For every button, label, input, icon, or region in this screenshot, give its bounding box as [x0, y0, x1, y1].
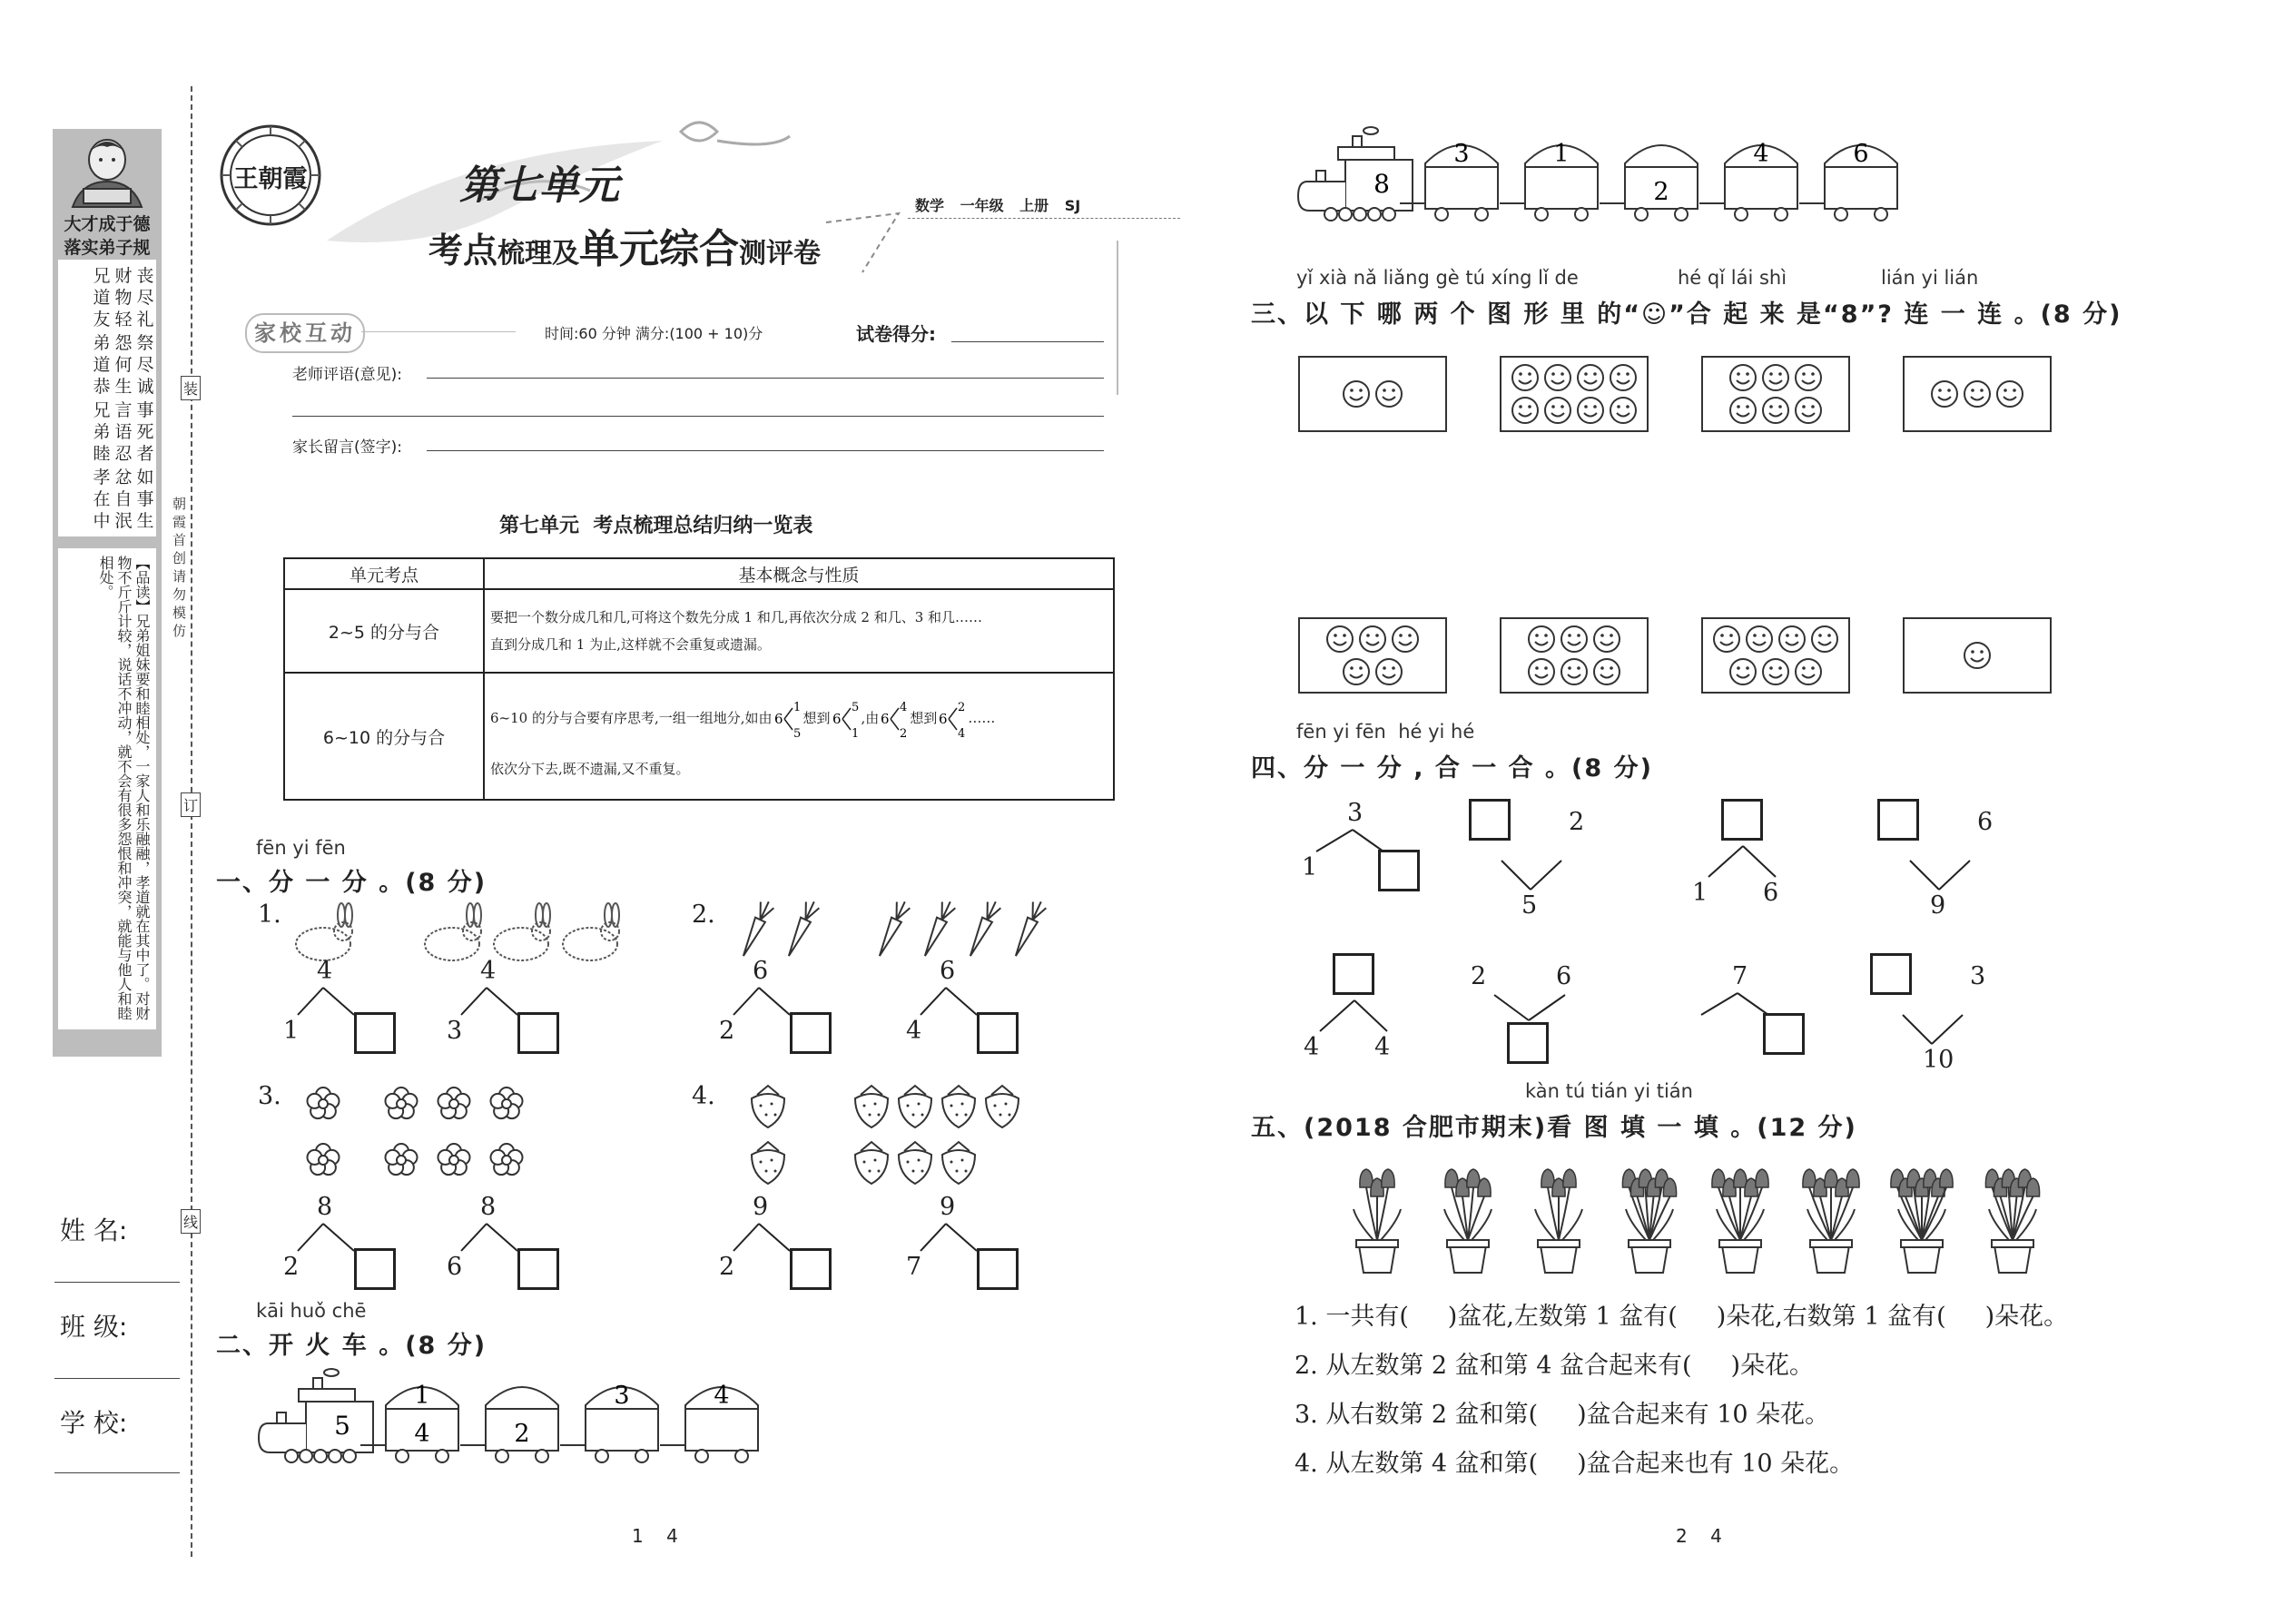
- smiley-icon: [1529, 626, 1554, 652]
- q4-bottom-number: 5: [1521, 891, 1538, 920]
- strawberry-icon: [752, 1142, 784, 1184]
- footer-right-page: 2 4: [1676, 1525, 1722, 1547]
- smiley-icon: [1376, 381, 1402, 407]
- q4-right-number: 3: [1970, 962, 1986, 990]
- q4-lines: [1492, 993, 1567, 1022]
- flower-pot-icon: [1985, 1169, 2039, 1273]
- q4-left-number: 1: [1692, 879, 1708, 907]
- split-glyph: [773, 699, 803, 739]
- q5-line-3[interactable]: 3. 从右数第 2 盆和第( )盆合起来有 10 朵花。: [1295, 1401, 1830, 1429]
- rabbit-icon: [296, 903, 352, 960]
- split-answer-box[interactable]: [977, 1012, 1019, 1054]
- split-lines: [459, 986, 519, 1017]
- smiley-icon: [1610, 398, 1636, 423]
- q1-item4-label: 4.: [692, 1082, 715, 1110]
- split-answer-box[interactable]: [790, 1012, 832, 1054]
- carrot-icon: [1009, 899, 1048, 960]
- engine-icon: [1298, 127, 1413, 221]
- motto-bottom: 落实弟子规: [64, 238, 151, 258]
- q1-pinyin: fēn yi fēn: [256, 837, 346, 859]
- split-top-number: 6: [753, 957, 769, 985]
- smiley-icon: [1360, 626, 1385, 652]
- flower-pot-icon: [1444, 1169, 1492, 1273]
- flower-pot-icon: [1354, 1169, 1401, 1273]
- car-top-number: 4: [1753, 140, 1769, 168]
- q4-right-number: 2: [1569, 808, 1585, 836]
- smiley-icon: [1561, 626, 1587, 652]
- smiley-icon: [1529, 659, 1554, 684]
- school-line[interactable]: [54, 1472, 180, 1473]
- name-line[interactable]: [54, 1282, 180, 1283]
- class-line[interactable]: [54, 1378, 180, 1379]
- flower-pot-icon: [1803, 1169, 1859, 1273]
- smiley-icon: [1545, 365, 1570, 390]
- logo-text: 王朝霞: [233, 165, 308, 193]
- smiley-group: [1905, 358, 2050, 430]
- flower-pot-icon: [1891, 1169, 1953, 1273]
- smiley-icon: [1730, 365, 1756, 390]
- row2-text-c: ,由: [861, 709, 880, 726]
- row1-text-b: 直到分成几和 1 为止,这样就不会重复或遗漏。: [490, 636, 771, 653]
- q1-title: 一、分 一 分 。(8 分): [216, 869, 487, 897]
- q5-line-4[interactable]: 4. 从左数第 4 盆和第( )盆合起来也有 10 朵花。: [1295, 1450, 1855, 1478]
- rabbit-icon: [563, 903, 619, 960]
- strawberry-icon: [986, 1086, 1019, 1127]
- smiley-group: [1501, 619, 1647, 692]
- car-bottom-number: 2: [514, 1420, 530, 1448]
- split-left-number: 1: [283, 1017, 300, 1045]
- row2-text-a: 6~10 的分与合要有序思考,一组一组地分,如由: [490, 709, 773, 726]
- svg-text:6: 6: [881, 710, 890, 727]
- split-lines: [296, 1222, 356, 1253]
- car-top-number: 3: [1453, 140, 1470, 168]
- car-top-number: 1: [1553, 140, 1570, 168]
- car-top-number: 1: [414, 1382, 430, 1410]
- car-top-number: 3: [614, 1382, 630, 1410]
- flower-pot-icon: [1535, 1169, 1582, 1273]
- train-car: [1400, 145, 1498, 221]
- car-top-number: 4: [714, 1382, 730, 1410]
- header-divider: [1117, 241, 1118, 395]
- carrot-icon: [783, 899, 821, 960]
- poem-col: 祭尽诚: [136, 333, 154, 397]
- engine-number: 5: [334, 1411, 350, 1441]
- split-left-number: 4: [906, 1017, 922, 1045]
- flower-icon: [385, 1088, 417, 1118]
- carrot-icons: [737, 899, 1073, 962]
- smiley-box-bottom[interactable]: [1701, 617, 1850, 694]
- poem-col: 丧尽礼: [136, 266, 154, 330]
- q3-pinyin-a: yǐ xià nǎ liǎng gè tú xíng lǐ de: [1296, 267, 1579, 289]
- summary-table: [283, 557, 1115, 801]
- train-car: [460, 1387, 558, 1462]
- flower-icon: [438, 1088, 469, 1118]
- smiley-box-bottom[interactable]: [1903, 617, 2052, 694]
- strawberry-icon: [855, 1086, 888, 1127]
- smiley-icon: [1763, 398, 1788, 423]
- rabbit-icon: [494, 903, 550, 960]
- train-car: [1799, 145, 1897, 221]
- carrot-icon: [919, 899, 957, 960]
- col-header-key: 单元考点: [284, 558, 484, 589]
- poem-col: 如事生: [136, 468, 154, 531]
- smiley-icon: [1796, 659, 1821, 684]
- flower-icon: [307, 1144, 339, 1175]
- q4-top-number: 3: [1347, 799, 1364, 827]
- boy-reading-icon: [64, 134, 151, 209]
- svg-text:2: 2: [958, 700, 966, 714]
- row2-text-e: 依次分下去,既不遗漏,又不重复。: [490, 760, 690, 777]
- engine-number: 8: [1373, 169, 1390, 199]
- footer-left-page: 1 4: [632, 1525, 678, 1547]
- split-6-5-1: [831, 699, 861, 739]
- rabbit-icons: [289, 906, 652, 964]
- flower-icon: [490, 1144, 522, 1175]
- poem-col: 兄弟睦: [93, 400, 111, 464]
- poem-col: 孝在中: [93, 468, 111, 531]
- q3-pinyin-b: hé qǐ lái shì: [1678, 267, 1787, 289]
- svg-text:6: 6: [832, 710, 842, 727]
- q4-answer-box[interactable]: [1333, 953, 1374, 995]
- smiley-icon: [1779, 626, 1805, 652]
- split-lines: [919, 986, 979, 1017]
- flower-icon: [490, 1088, 522, 1118]
- smiley-icon: [1512, 398, 1538, 423]
- reading-text: [58, 548, 156, 1029]
- carrot-icon: [873, 899, 911, 960]
- svg-text:6: 6: [773, 710, 783, 727]
- smiley-icon: [1561, 659, 1587, 684]
- smiley-icon: [1512, 365, 1538, 390]
- smiley-group: [1905, 619, 2050, 692]
- q5-line-2[interactable]: 2. 从左数第 2 盆和第 4 盆合起来有( )朵花。: [1295, 1352, 1815, 1380]
- smiley-icon: [1594, 659, 1620, 684]
- poem-columns: [58, 260, 156, 536]
- q5-title: 五、(2018 合肥市期末)看 图 填 一 填 。(12 分): [1251, 1114, 1857, 1142]
- strawberry-icons: [752, 1086, 1060, 1186]
- smiley-group: [1703, 358, 1848, 430]
- split-lines: [732, 1222, 792, 1253]
- subtitle-c: 单元综合: [579, 226, 740, 272]
- poem-col: 忿自泯: [114, 468, 133, 531]
- flower-icon: [307, 1088, 339, 1118]
- cut-label-2: 订: [181, 792, 201, 817]
- smiley-icon: [1610, 365, 1636, 390]
- flower-icons: [307, 1088, 543, 1187]
- subtitle-d: 测评卷: [739, 238, 822, 270]
- q2-pinyin: kāi huǒ chē: [256, 1300, 367, 1322]
- q4-lines: [1314, 828, 1385, 853]
- svg-text:1: 1: [793, 700, 801, 714]
- split-top-number: 6: [940, 957, 956, 985]
- teacher-line-1[interactable]: [427, 378, 1104, 379]
- smiley-icon: [1393, 626, 1418, 652]
- smiley-group: [1300, 619, 1445, 692]
- svg-text:5: 5: [793, 726, 801, 741]
- split-6-4-2: [879, 699, 910, 739]
- smiley-icon: [1714, 626, 1739, 652]
- engine-icon: [259, 1369, 373, 1462]
- smiley-group: [1300, 358, 1445, 430]
- train-car: [360, 1387, 458, 1462]
- poem-col: 弟道恭: [93, 333, 111, 397]
- svg-text:1: 1: [851, 726, 859, 741]
- q1-item2-label: 2.: [692, 901, 715, 929]
- q4-lines: [1699, 991, 1770, 1017]
- q4-bottom-number: 10: [1923, 1046, 1954, 1074]
- train-car: [560, 1387, 658, 1462]
- q4-right-number: 6: [1556, 962, 1572, 990]
- q4-lines: [1707, 844, 1777, 879]
- q4-answer-box[interactable]: [1877, 799, 1919, 841]
- train-car: [660, 1387, 758, 1462]
- row1-key: 2~5 的分与合: [284, 589, 484, 673]
- smiley-icon: [1545, 398, 1570, 423]
- split-glyph: [831, 699, 861, 739]
- reading-text-body: 【品读】兄弟姐妹要和睦相处，一家人和乐融融，孝道就在其中了。对财物不斤斤计较，说话不冲动，就不会有很多怨恨和冲突，就能与他人和睦相处。: [97, 556, 151, 1020]
- smiley-icon: [1812, 626, 1837, 652]
- strawberry-icon: [899, 1086, 931, 1127]
- split-left-number: 7: [906, 1253, 922, 1281]
- smiley-box-bottom[interactable]: [1298, 617, 1447, 694]
- split-6-1-5: [773, 699, 803, 739]
- split-top-number: 9: [753, 1193, 769, 1221]
- smiley-group: [1703, 619, 1848, 692]
- poem-col: 事死者: [136, 400, 154, 464]
- split-left-number: 2: [283, 1253, 300, 1281]
- train-2: [1298, 127, 1915, 231]
- parent-label: 家长留言(签字):: [292, 438, 402, 457]
- split-left-number: 2: [719, 1253, 735, 1281]
- train-car: [1699, 145, 1797, 221]
- col-header-concept: 基本概念与性质: [484, 558, 1114, 589]
- q4-answer-box[interactable]: [1721, 799, 1763, 841]
- train-drawing: [1298, 127, 1915, 227]
- svg-text:6: 6: [939, 710, 948, 727]
- smiley-icon: [1763, 659, 1788, 684]
- split-top-number: 8: [317, 1193, 333, 1221]
- split-lines: [296, 986, 356, 1017]
- cut-line: [191, 86, 192, 1557]
- q4-top-number: 7: [1732, 962, 1748, 990]
- smiley-icon: [1932, 381, 1957, 407]
- train-car: [1500, 145, 1598, 221]
- split-answer-box[interactable]: [354, 1012, 396, 1054]
- smiley-icon: [1344, 381, 1369, 407]
- split-lines: [459, 1222, 519, 1253]
- car-bottom-number: 2: [1653, 178, 1669, 206]
- q4-bottom-number: 9: [1930, 891, 1946, 920]
- smiley-icon: [1578, 365, 1603, 390]
- train-1: [259, 1369, 776, 1472]
- split-left-number: 6: [447, 1253, 463, 1281]
- q4-pinyin: fēn yi fēn hé yi hé: [1296, 721, 1475, 743]
- rabbit-icon: [425, 903, 481, 960]
- q4-lines: [1318, 999, 1389, 1033]
- score-label: 试卷得分:: [856, 323, 936, 345]
- q4-answer-box[interactable]: [1507, 1022, 1549, 1064]
- q5-line-1[interactable]: 1. 一共有( )盆花,左数第 1 盆有( )朵花,右数第 1 盆有( )朵花。: [1295, 1303, 2069, 1331]
- q2-title: 二、开 火 车 。(8 分): [216, 1332, 487, 1360]
- q1-item1-label: 1.: [258, 901, 281, 929]
- smiley-icon: [1344, 659, 1369, 684]
- q4-left-number: 2: [1471, 962, 1487, 990]
- smiley-icon: [1747, 626, 1772, 652]
- split-answer-box[interactable]: [517, 1012, 559, 1054]
- q4-right-number: 4: [1374, 1033, 1391, 1061]
- smiley-icon: [1730, 398, 1756, 423]
- summary-title: 第七单元 考点梳理总结归纳一览表: [499, 515, 813, 537]
- strawberry-icon: [855, 1142, 888, 1184]
- split-left-number: 3: [447, 1017, 463, 1045]
- poem-col: 怨何生: [114, 333, 133, 397]
- row2-text-b: 想到: [802, 709, 831, 726]
- unit-title: 第七单元: [459, 162, 619, 209]
- car-bottom-number: 4: [414, 1420, 430, 1448]
- smiley-icon: [1376, 659, 1402, 684]
- school-label: 学 校:: [60, 1408, 128, 1438]
- q4-right-number: 6: [1763, 879, 1779, 907]
- train-car: [1600, 145, 1698, 221]
- smiley-icon: [1578, 398, 1603, 423]
- name-label: 姓 名:: [60, 1216, 128, 1245]
- q5-pinyin: kàn tú tián yi tián: [1525, 1080, 1693, 1102]
- subtitle-b: 梳理及: [497, 238, 580, 270]
- q4-answer-box[interactable]: [1763, 1013, 1805, 1055]
- flower-pots-row: [1339, 1158, 2092, 1280]
- smiley-icon: [1997, 381, 2023, 407]
- svg-text:5: 5: [851, 700, 859, 714]
- car-top-number: 6: [1853, 140, 1869, 168]
- q4-lines: [1901, 1013, 1964, 1046]
- cut-label-3: 线: [181, 1209, 201, 1234]
- smiley-box-top[interactable]: [1298, 356, 1447, 432]
- smiley-icon: [1796, 398, 1821, 423]
- smiley-icon: [1594, 626, 1620, 652]
- q4-left-number: 1: [1302, 853, 1318, 881]
- smiley-icon: [1763, 365, 1788, 390]
- flower-icon: [438, 1144, 469, 1175]
- split-answer-box[interactable]: [977, 1248, 1019, 1290]
- split-6-2-4: [937, 699, 968, 739]
- split-left-number: 2: [719, 1017, 735, 1045]
- split-top-number: 4: [480, 957, 497, 985]
- split-lines: [919, 1222, 979, 1253]
- flower-pot-icons: [1339, 1158, 2092, 1276]
- row2-line-a: [490, 695, 1112, 741]
- svg-text:2: 2: [900, 726, 908, 741]
- course-meta: 数学 一年级 上册 SJ: [915, 197, 1081, 214]
- q4-answer-box[interactable]: [1469, 799, 1511, 841]
- badge-line: [361, 331, 516, 332]
- split-answer-box[interactable]: [517, 1248, 559, 1290]
- q3-pinyin-c: lián yi lián: [1881, 267, 1979, 289]
- row2-key: 6~10 的分与合: [284, 673, 484, 800]
- q4-lines: [1500, 859, 1563, 891]
- subtitle-a: 考点: [428, 230, 498, 271]
- exam-subtitle: [428, 216, 821, 274]
- smiley-group: [1501, 358, 1647, 430]
- smiley-icon: [1964, 643, 1990, 668]
- q4-right-number: 6: [1977, 808, 1994, 836]
- svg-text:4: 4: [958, 726, 966, 741]
- q4-left-number: 4: [1304, 1033, 1320, 1061]
- carrot-icon: [964, 899, 1002, 960]
- row2-text-d: ……: [968, 709, 996, 726]
- q1-item3-label: 3.: [258, 1082, 281, 1110]
- smiley-box-top[interactable]: [1903, 356, 2052, 432]
- split-answer-box[interactable]: [790, 1248, 832, 1290]
- parent-line[interactable]: [427, 450, 1104, 451]
- meta-underline: [908, 218, 1180, 219]
- row2-text-b2: 想到: [910, 709, 938, 726]
- flower-icon: [385, 1144, 417, 1175]
- split-top-number: 8: [480, 1193, 497, 1221]
- smiley-icon: [1796, 365, 1821, 390]
- smiley-icon: [1327, 626, 1353, 652]
- time-info: 时间:60 分钟 满分:(100 + 10)分: [545, 325, 763, 342]
- flower-pot-icon: [1622, 1169, 1676, 1273]
- smiley-box-top[interactable]: [1701, 356, 1850, 432]
- split-answer-box[interactable]: [354, 1248, 396, 1290]
- q3-title: 三、以 下 哪 两 个 图 形 里 的“☺”合 起 来 是“8”? 连 一 连 。(8 分): [1251, 300, 2122, 329]
- strawberry-icon: [942, 1142, 975, 1184]
- home-school-badge: 家校互动: [245, 313, 365, 353]
- strawberry-icon: [942, 1086, 975, 1127]
- flower-pot-icon: [1712, 1169, 1768, 1273]
- carrot-group: [737, 899, 1073, 966]
- cut-label-1: 装: [181, 376, 201, 400]
- smiley-icon: [1964, 381, 1990, 407]
- teacher-label: 老师评语(意见):: [292, 366, 402, 384]
- train-drawing: [259, 1369, 776, 1469]
- row2-text: [484, 673, 1114, 800]
- poem-col: 言语忍: [114, 400, 133, 464]
- motto-top: 大才成于德: [64, 214, 151, 234]
- q4-title: 四、分 一 分 , 合 一 合 。(8 分): [1251, 754, 1653, 782]
- poem-col: 财物轻: [114, 266, 133, 330]
- poem-col: 兄道友: [93, 266, 111, 330]
- split-top-number: 4: [317, 957, 333, 985]
- smiley-box-top[interactable]: [1500, 356, 1649, 432]
- q4-answer-box[interactable]: [1378, 850, 1420, 891]
- class-label: 班 级:: [60, 1312, 128, 1342]
- row1-text-a: 要把一个数分成几和几,可将这个数先分成 1 和几,再依次分成 2 和几、3 和几……: [490, 609, 983, 625]
- score-line[interactable]: [951, 341, 1104, 342]
- split-top-number: 9: [940, 1193, 956, 1221]
- row1-text: [484, 589, 1114, 673]
- split-lines: [732, 986, 792, 1017]
- split-glyph: [879, 699, 910, 739]
- q4-lines: [1908, 859, 1972, 891]
- vertical-note: 朝霞首创 请勿模仿: [172, 496, 187, 639]
- rabbit-group: [289, 906, 652, 968]
- q4-answer-box[interactable]: [1870, 953, 1912, 995]
- svg-text:4: 4: [900, 700, 908, 714]
- strawberry-icon: [752, 1086, 784, 1127]
- smiley-box-bottom[interactable]: [1500, 617, 1649, 694]
- carrot-icon: [737, 899, 775, 960]
- strawberry-icon: [899, 1142, 931, 1184]
- flower-group: [307, 1088, 543, 1191]
- split-glyph: [937, 699, 968, 739]
- smiley-icon: [1730, 659, 1756, 684]
- teacher-line-2[interactable]: [292, 416, 1104, 417]
- strawberry-group: [752, 1086, 1060, 1189]
